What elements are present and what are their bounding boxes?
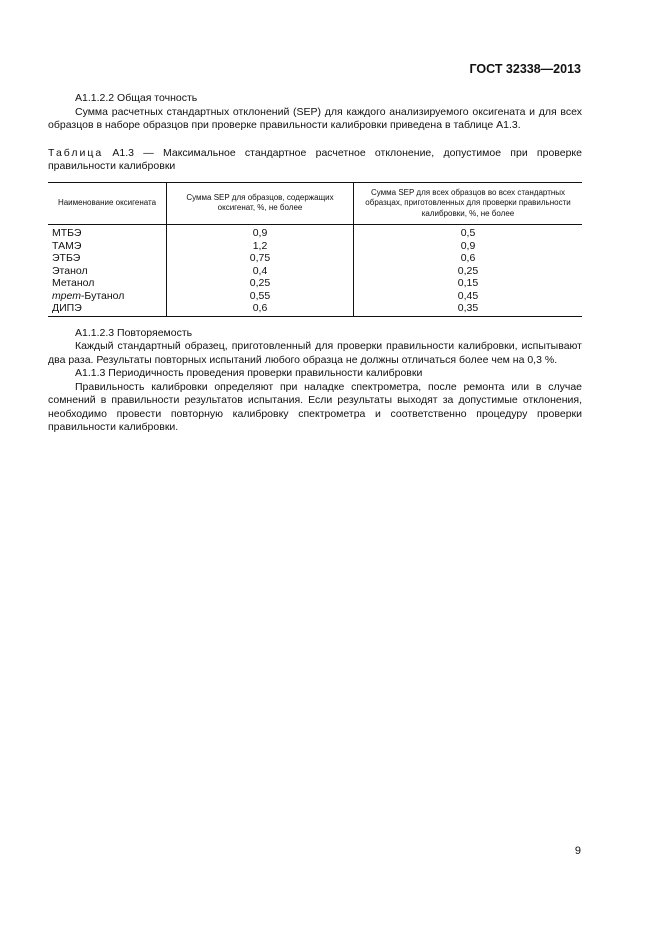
sep-all-cell: 0,5: [354, 225, 583, 240]
oxygenate-name-cell: [48, 252, 167, 265]
sep-table: [48, 182, 582, 317]
page-number: 9: [574, 845, 581, 857]
oxygenate-name: Этанол: [52, 264, 88, 277]
sep-all-cell: 0,15: [354, 277, 583, 290]
table-header-row: [48, 182, 582, 225]
header-cell-sep-all: Сумма SEP для всех образцов во всех стандартных образцах, приготовленных для проверки правильности калибровки, %, не более: [354, 182, 583, 225]
sep-all-cell: 0,25: [354, 265, 583, 278]
sep-oxygenate-cell: 0,25: [167, 277, 354, 290]
paragraph: Правильность калибровки определяют при наладке спектрометра, после ремонта или в случае сомнений в правильности результатов испытания. Если результаты выходят за допустимые отклонения, необходимо провести повторную калибровку спектрометра и соответственно процедуру проверки правильности калибровки.: [48, 380, 582, 433]
table-row: [48, 240, 582, 253]
header-cell-name: Наименование оксигената: [48, 182, 167, 225]
oxygenate-name-cell: [48, 225, 167, 240]
sep-oxygenate-cell: 0,55: [167, 290, 354, 303]
oxygenate-name-cell: [48, 265, 167, 278]
sep-oxygenate-cell: 0,4: [167, 265, 354, 278]
table-row: [48, 265, 582, 278]
sep-all-cell: 0,6: [354, 252, 583, 265]
oxygenate-name: МТБЭ: [52, 227, 82, 239]
section-heading: А1.1.3 Периодичность проведения проверки правильности калибровки: [75, 367, 423, 379]
sep-oxygenate-cell: 1,2: [167, 240, 354, 253]
table-caption: [48, 147, 582, 174]
name-prefix: трет: [52, 289, 81, 302]
sep-oxygenate-cell: 0,6: [167, 302, 354, 316]
oxygenate-name: -Бутанол: [80, 289, 125, 302]
page-content: [48, 92, 582, 435]
oxygenate-name-cell: [48, 302, 167, 316]
table-row: [48, 225, 582, 240]
document-code: ГОСТ 32338—2013: [469, 62, 581, 76]
oxygenate-name-cell: [48, 290, 167, 303]
oxygenate-name: ТАМЭ: [52, 239, 82, 252]
oxygenate-name-cell: [48, 277, 167, 290]
table-row: [48, 252, 582, 265]
table-row: [48, 290, 582, 303]
paragraph: Сумма расчетных стандартных отклонений (SEP) для каждого анализируемого оксигената и для всех образцов в наборе образцов при проверке правильности калибровки приведена в таблице А1.3.: [48, 105, 582, 131]
section-heading: А1.1.2.2 Общая точность: [75, 92, 198, 104]
table-caption-text: А1.3 — Максимальное стандартное расчетное отклонение, допустимое при проверке правильности калибровки: [48, 146, 582, 172]
sep-all-cell: 0,9: [354, 240, 583, 253]
header-cell-sep-oxygenate: Сумма SEP для образцов, содержащих оксигенат, %, не более: [167, 182, 354, 225]
table-caption-label: Таблица: [48, 146, 104, 159]
table-row: [48, 302, 582, 316]
oxygenate-name-cell: [48, 240, 167, 253]
sep-all-cell: 0,45: [354, 290, 583, 303]
paragraph: Каждый стандартный образец, приготовленный для проверки правильности калибровки, испытывают два раза. Результаты повторных испытаний любого образца не должны отличаться более чем на 0,3 %.: [48, 340, 582, 366]
oxygenate-name: Метанол: [52, 277, 95, 289]
sep-all-cell: 0,35: [354, 302, 583, 316]
sep-oxygenate-cell: 0,75: [167, 252, 354, 265]
oxygenate-name: ДИПЭ: [52, 302, 82, 314]
section-heading: А1.1.2.3 Повторяемость: [75, 326, 193, 339]
table-row: [48, 277, 582, 290]
sep-oxygenate-cell: 0,9: [167, 225, 354, 240]
oxygenate-name: ЭТБЭ: [52, 252, 81, 264]
table-body: [48, 225, 582, 317]
